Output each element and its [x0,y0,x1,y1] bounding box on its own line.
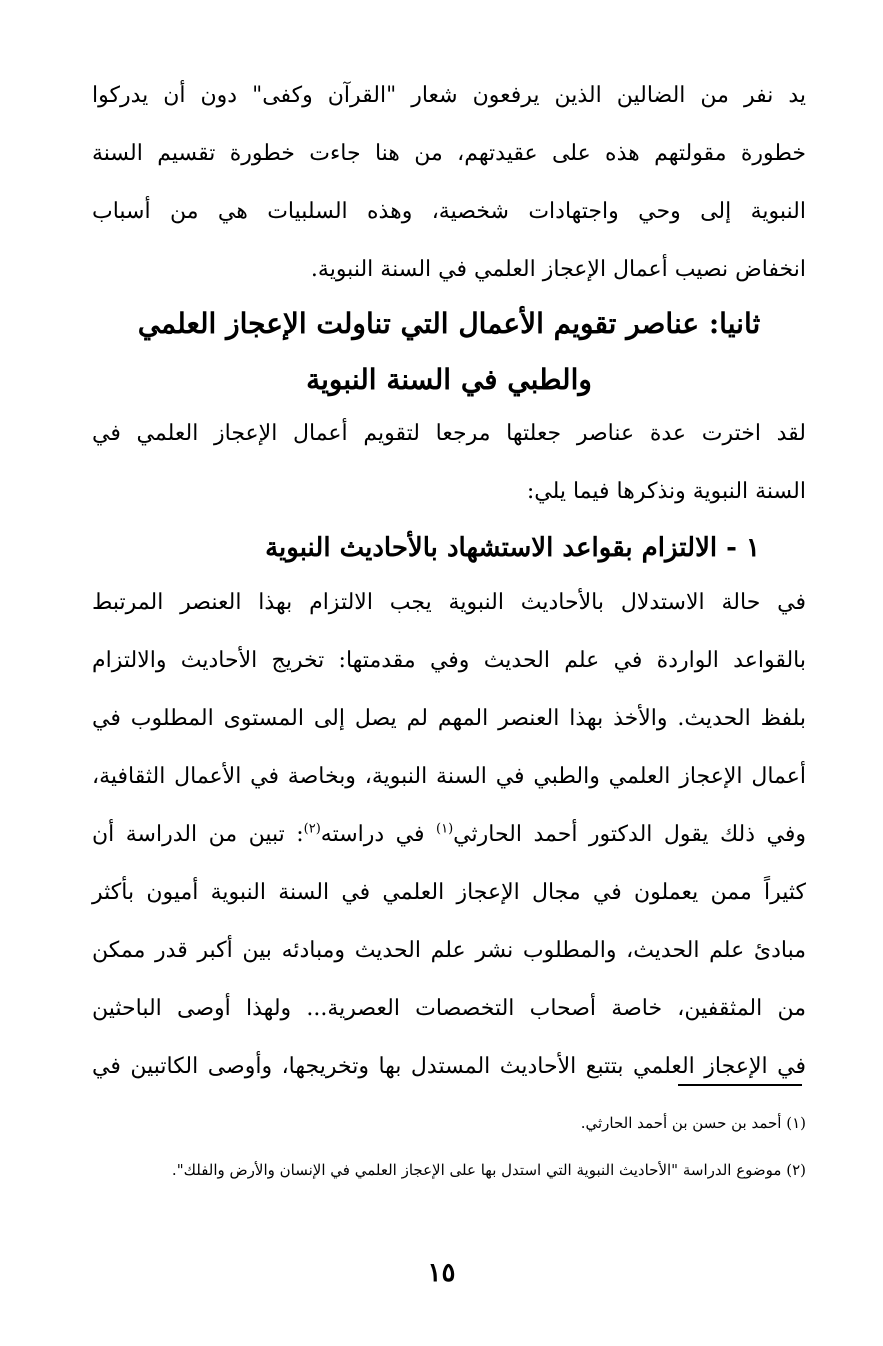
section-heading-line: والطبي في السنة النبوية [306,363,592,396]
text-line: مبادئ علم الحديث، والمطلوب نشر علم الحديث ومبادئه بين أكبر قدر ممكن [92,938,806,963]
text-line: السنة النبوية ونذكرها فيما يلي: [526,479,806,504]
text-line: كثيراً ممن يعملون في مجال الإعجاز العلمي في السنة النبوية أميون بأكثر [92,880,806,905]
page-number: ١٥ [427,1258,456,1288]
text-line: في الإعجاز العلمي بتتبع الأحاديث المستدل بها وتخريجها، وأوصى الكاتبين في [92,1054,806,1079]
text-line: في حالة الاستدلال بالأحاديث النبوية يجب الالتزام بهذا العنصر المرتبط [92,590,806,615]
text-line: النبوية إلى وحي واجتهادات شخصية، وهذه السلبيات هي من أسباب [92,199,806,224]
text-line: خطورة مقولتهم هذه على عقيدتهم، من هنا جاءت خطورة تقسيم السنة [92,141,806,166]
footnote-separator [678,1084,802,1086]
footnote-reference-1[interactable]: (١) [436,821,454,837]
footnote-1: (١) أحمد بن حسن بن أحمد الحارثي. [580,1114,806,1132]
subsection-title: ١ - الالتزام بقواعد الاستشهاد بالأحاديث النبوية [265,533,760,563]
text-segment: في دراسته [320,822,437,847]
text-segment: وفي ذلك يقول الدكتور أحمد الحارثي [453,822,806,847]
footnote-2: (٢) موضوع الدراسة "الأحاديث النبوية التي استدل بها على الإعجاز العلمي في الإنسان والأرض والفلك". [171,1161,806,1179]
intro-paragraph [92,67,806,299]
subsection-heading [92,520,806,576]
body-paragraph [92,574,806,1096]
text-segment: : تبين من الدراسة أن [92,822,304,847]
text-line: يد نفر من الضالين الذين يرفعون شعار "القرآن وكفى" دون أن يدركوا [92,83,806,108]
text-line: لقد اخترت عدة عناصر جعلتها مرجعا لتقويم أعمال الإعجاز العلمي في [92,421,807,446]
text-line: بالقواعد الواردة في علم الحديث وفي مقدمتها: تخريج الأحاديث والالتزام [92,648,806,673]
text-line: انخفاض نصيب أعمال الإعجاز العلمي في السنة النبوية. [310,257,806,282]
section-heading [92,296,806,408]
text-line: أعمال الإعجاز العلمي والطبي في السنة النبوية، وبخاصة في الأعمال الثقافية، [92,764,806,789]
footnote-reference-2[interactable]: (٢) [303,821,321,837]
section-intro-paragraph [92,405,806,521]
text-line-with-references [92,806,806,864]
section-heading-line: ثانيا: عناصر تقويم الأعمال التي تناولت الإعجاز العلمي [137,307,761,340]
text-line: من المثقفين، خاصة أصحاب التخصصات العصرية... ولهذا أوصى الباحثين [92,996,806,1021]
text-line: بلفظ الحديث. والأخذ بهذا العنصر المهم لم يصل إلى المستوى المطلوب في [92,706,806,731]
